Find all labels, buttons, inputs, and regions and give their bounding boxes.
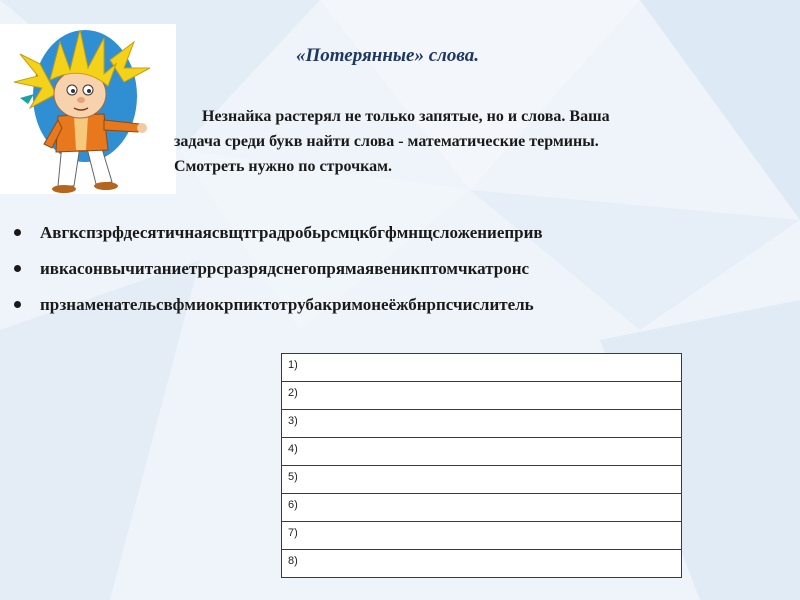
answer-row [282,354,682,382]
answer-cell[interactable]: 5) [282,466,682,494]
answer-table [281,353,682,578]
answer-cell[interactable]: 3) [282,410,682,438]
letter-line-text: Авгкспзрфдесятичнаясвщтградробьрсмцкбгфмнщсложениеприв [40,223,543,242]
answer-cell[interactable]: 4) [282,438,682,466]
answer-cell[interactable]: 7) [282,522,682,550]
bullet-icon [14,229,21,236]
letter-line-text: прзнаменательсвфмиокрпиктотрубакримонеёжбнрпсчислитель [40,295,534,314]
neznaika-character-image [0,24,176,194]
answer-row [282,382,682,410]
answer-cell[interactable]: 8) [282,550,682,578]
task-line: Смотреть нужно по строчкам. [174,158,392,175]
answer-cell[interactable]: 1) [282,354,682,382]
letter-line [14,290,543,326]
letter-line [14,218,543,254]
bullet-icon [14,301,21,308]
bullet-icon [14,265,21,272]
letter-line [14,254,543,290]
cartoon-character-neznaika-icon [0,24,176,194]
answer-row [282,438,682,466]
answer-cell[interactable]: 6) [282,494,682,522]
answer-row [282,522,682,550]
task-line: задача среди букв найти слова - математические термины. [174,133,599,150]
letter-lines-list [14,218,543,326]
answer-row [282,410,682,438]
answer-row [282,550,682,578]
answer-cell[interactable]: 2) [282,382,682,410]
answer-row [282,494,682,522]
slide-title: «Потерянные» слова. [296,45,480,66]
answer-row [282,466,682,494]
letter-line-text: ивкасонвычитаниетррсразрядснегопрямаявеникптомчкатронс [40,259,530,278]
task-line: Незнайка растерял не только запятые, но и слова. Ваша [202,108,610,125]
task-description [174,104,774,179]
